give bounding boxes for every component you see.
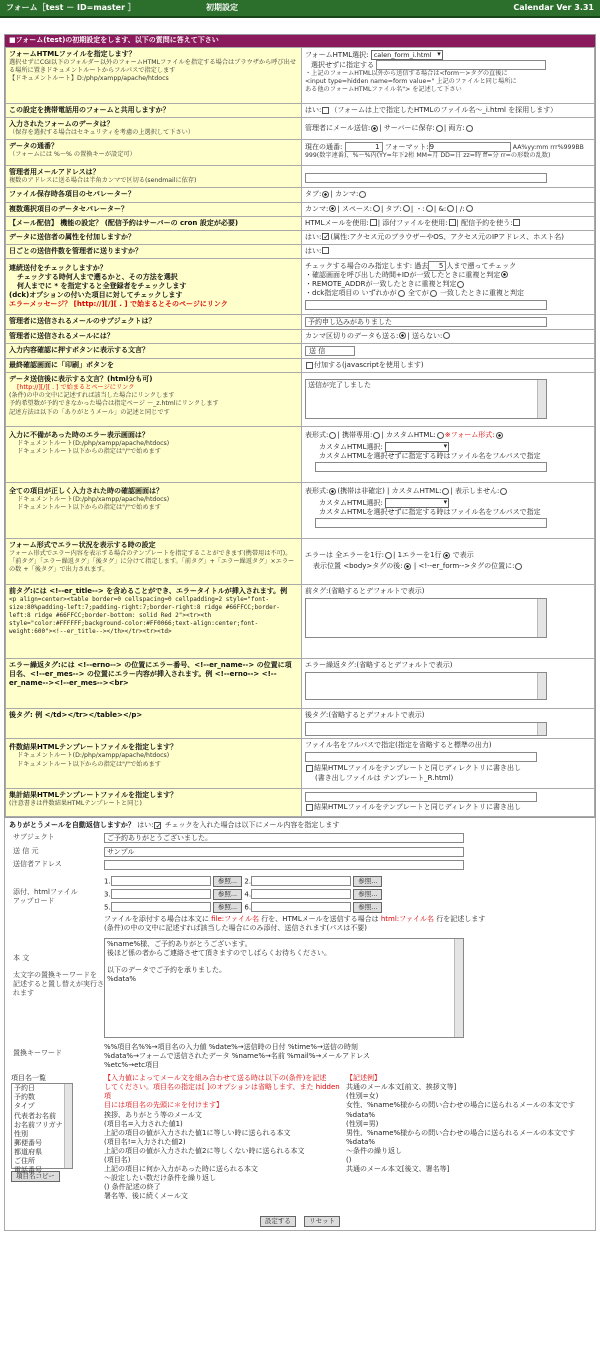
body-line-4: %data% — [107, 975, 137, 984]
q-after-send-s3: 予約希望数が予約できなかった場合は指定ページ ～_z.htmlにリンクします — [9, 400, 219, 408]
q-admin-mail: 管理者用メールアドレスは？ — [9, 168, 100, 177]
msep-slash-label: | /: — [455, 204, 465, 213]
row-post-tag — [6, 709, 595, 739]
q-print: 最終確認画面に「印刷」ボタンを — [9, 361, 114, 370]
attach-1-input[interactable] — [111, 876, 211, 886]
dup-addr-label: ・REMOTE_ADDRが一致したときに重複と判定 — [305, 280, 457, 289]
attach-4-browse-button[interactable]: 参照... — [353, 889, 382, 900]
q-confirm-label: 入力内容確認に押すボタンに表示する文言？ — [9, 346, 149, 355]
row-confirm-label — [6, 344, 595, 359]
attach-2-browse-button[interactable]: 参照... — [353, 876, 382, 887]
q-csv: 管理者に送信されるメールには？ — [9, 331, 114, 340]
err-form-radio[interactable] — [496, 432, 503, 439]
thanks-body-textarea[interactable] — [104, 938, 464, 1038]
row-sum-template — [6, 789, 595, 817]
post-tag-textarea[interactable] — [305, 722, 547, 736]
attach-5-num: 5. — [104, 903, 111, 912]
attr-note: (属性:アクセス元のブラウザーやOS、アクセス元のIPアドレス、ホスト名) — [330, 232, 564, 241]
item-list-option[interactable]: タイプ — [14, 1102, 35, 1111]
q-error-screen-s2: ドキュメントルート以下からの指定は"/"で始めます — [17, 448, 161, 456]
err-mobile-label: | 携帯専用: — [337, 431, 373, 440]
cond-line-4: (項目名!=入力された値2) — [104, 1137, 186, 1146]
q-data-dest: 入力されたフォームのデータは？ — [9, 120, 114, 129]
mobile-yes-label: はい: — [305, 106, 322, 114]
cond-line-5: 上記の項目の値が入力された値2に等しくない時に送られる本文 — [104, 1146, 305, 1155]
settings-table — [5, 47, 595, 817]
dest-both-radio[interactable] — [466, 125, 473, 132]
deliv-reserve-checkbox[interactable] — [513, 219, 520, 226]
keyword-line-3: %etc%→etc項目 — [104, 1061, 159, 1070]
q-after-send-s2: (条件)の中の文中に記述すれば該当した場合にリンクします — [9, 392, 175, 400]
q-sum-template: 集計結果HTMLテンプレートファイルを指定します？ — [9, 791, 178, 800]
q-duplicate: 連続送付をチェックしますか？ — [9, 263, 107, 272]
item-list-option[interactable]: お名前フリガナ — [14, 1120, 63, 1129]
deliv-reserve-label: | 配信予約を使う: — [456, 218, 513, 227]
dup-addr-radio[interactable] — [457, 281, 464, 288]
example-line-9: () — [346, 1156, 352, 1165]
attach-note-html: html:ファイル名 — [380, 914, 434, 923]
sep-comma-radio[interactable] — [359, 191, 366, 198]
row-print — [6, 359, 595, 373]
thanks-from-input[interactable]: サンプル — [104, 847, 464, 857]
subject-label: サブジェクト — [13, 833, 55, 842]
dup-back-suffix: 人まで遡ってチェック — [446, 261, 517, 270]
serial-current-label: 現在の通番: — [305, 143, 343, 152]
thanks-checkbox[interactable]: ✓ — [155, 821, 162, 830]
fe-show-label: で表示 — [452, 551, 474, 560]
dup-back-label: チェックする場合のみ指定します: 過去 — [305, 261, 429, 270]
body-line-3: 以下のデータでご予約を承りました。 — [107, 966, 226, 975]
msep-amp-label: | &: — [433, 204, 447, 213]
attach-3-browse-button[interactable]: 参照... — [213, 889, 242, 900]
row-count-template — [6, 739, 595, 789]
item-list[interactable] — [11, 1083, 73, 1175]
q-form-error-setting-desc: フォーム形式でエラー内容を表示する場合のテンプレートを指定することができます(携帯用は不可)。「前タグ」「エラー繰返タグ」「後タグ」に分けて指定します。「前タグ」+「エラー繰返タグ」×エラーの数 +「後タグ」で出力されます。 — [9, 550, 295, 574]
dest-save-radio[interactable] — [436, 125, 443, 132]
msep-dot-radio[interactable] — [426, 205, 433, 212]
form-html-label: フォームHTML選択: — [305, 51, 369, 59]
q-mail-delivery: 【メール配信】 機能の設定？ (配信予約はサーバーの cron 設定が必要) — [9, 218, 239, 227]
dup-time-radio[interactable] — [501, 271, 508, 278]
row-pre-tag — [6, 585, 595, 659]
dup-time-label: ・確認画面を呼び出した時間+IDが一致したときに重複と判定 — [305, 270, 501, 279]
q-admin-mail-desc: 複数のアドレスに送る場合は半角カンマで区切る(sendmailに依存) — [9, 177, 197, 185]
q-form-error-setting: フォーム形式でエラー状況を表示する時の設定 — [9, 541, 156, 550]
serial-format-label: フォーマット: — [384, 143, 429, 152]
print-checkbox[interactable] — [306, 362, 313, 369]
row-daily-count — [6, 244, 595, 258]
cond-intro-1: 【入力値によってメール文を組み合わせて送る時は以下の(条件)を記述 — [104, 1074, 327, 1083]
sum-template-input[interactable] — [305, 792, 537, 802]
conf-table-label: 表形式: — [305, 487, 329, 496]
item-list-option[interactable]: ご住所 — [14, 1157, 35, 1166]
row-error-screen — [6, 427, 595, 483]
attach-5-browse-button[interactable]: 参照... — [213, 902, 242, 913]
attach-1-browse-button[interactable]: 参照... — [213, 876, 242, 887]
q-mobile: この設定を携帯電話用のフォームと共用しますか？ — [9, 106, 170, 114]
sum-template-checkbox[interactable] — [306, 804, 313, 811]
err-form-label: ※フォーム形式: — [444, 431, 495, 440]
fe-one-radio[interactable] — [443, 552, 450, 559]
fe-body-label: 表示位置 <body>タグの後: — [313, 562, 403, 571]
fe-tag-label: | <!--er_form-->タグの位置に: — [413, 562, 515, 571]
attach-3-input[interactable] — [111, 889, 211, 899]
deliv-html-label: HTMLメールを使用: — [305, 218, 369, 227]
dup-any-radio[interactable] — [398, 290, 405, 297]
attach-3-num: 3. — [104, 890, 111, 899]
item-list-option[interactable]: 予約日 — [14, 1084, 35, 1093]
dup-any-label: ・dck指定項目の いずれかが — [305, 289, 397, 298]
q-count-template-s1: ドキュメントルート(D:/php/xampp/apache/htdocs) — [17, 752, 170, 760]
daily-checkbox[interactable] — [322, 247, 329, 254]
thanks-mail-section — [4, 818, 596, 1230]
row-repeat-tag — [6, 659, 595, 709]
pre-tag-label: 前タグ:(省略するとデフォルトで表示) — [305, 587, 425, 596]
form-html-note2: <input type=hidden name=form value=" 上記のファイルと同じ場所に — [305, 78, 517, 86]
form-html-select[interactable]: calen_form_i.html ▾ — [371, 50, 443, 60]
q-after-send-s4: 記述方法は以下の「ありがとうメール」の記述と同じです — [9, 408, 170, 416]
cond-line-9: () 条件記述の終了 — [104, 1183, 161, 1192]
q-count-template-s2: ドキュメントルート以下からの指定は"/"で始めます — [17, 760, 161, 768]
attach-note-3: 行を記述します — [436, 914, 486, 923]
csv-send-radio[interactable] — [399, 332, 406, 339]
q-form-html-root: 【ドキュメントルート】D:/php/xampp/apache/htdocs — [9, 75, 169, 83]
item-list-scrollbar[interactable] — [64, 1084, 72, 1168]
msep-amp-radio[interactable] — [447, 205, 454, 212]
form-html-note3: ある他のフォームHTMLファイル名"> を記述して下さい — [305, 86, 462, 94]
count-template-label: ファイル名をフルパスで指定(指定を省略すると標準の出力) — [305, 741, 492, 750]
cond-line-6: (項目名) — [104, 1156, 131, 1165]
q-file-sep: ファイル保存時各項目のセパレーター？ — [9, 190, 135, 199]
example-line-10: 共通のメール本文[後文、署名等] — [346, 1165, 450, 1174]
fe-all-label: エラーは 全エラーを1行: — [305, 551, 385, 560]
pre-tag-example: <p align=center><table border=0 cellspacing=0 cellpadding=2 style="font-size:80%padding-left:7;padding-right:7;border-right:8 ridge #66FFCC;border-left:8 ridge #66FFCC;border-bottom: solid Red 2"><tr><th style="color:#FFFFFF;background-color:#FF0066;text-align:center;font-weight:600"><!--er_title--></th></tr><tr><td> — [9, 596, 280, 635]
example-line-5: (性別=男) — [346, 1119, 379, 1128]
q-confirm-screen-s1: ドキュメントルート(D:/php/xampp/apache/htdocs) — [17, 496, 170, 504]
thanks-sender-address-input[interactable] — [104, 860, 464, 870]
pre-tag-textarea[interactable] — [305, 598, 547, 638]
msep-space-label: | スペース: — [337, 204, 372, 213]
row-mobile — [6, 104, 595, 118]
msep-space-radio[interactable] — [373, 205, 380, 212]
deliv-attach-checkbox[interactable] — [449, 219, 456, 226]
keyword-line-2: %data%→フォームで送信されたデータ %name%→名前 %mail%→メールアドレス — [104, 1052, 370, 1060]
cond-line-3: 上記の項目の値が入力された値1に等しい時に送られる本文 — [104, 1128, 291, 1137]
row-form-error-setting — [6, 539, 595, 585]
app-header — [0, 0, 600, 18]
fe-all-radio[interactable] — [385, 552, 392, 559]
dest-mail-radio[interactable] — [371, 125, 378, 132]
section-title: ■フォーム(test)の初期設定をします、以下の質問に答えて下さい — [5, 35, 595, 47]
dup-all-label: 全てが — [407, 289, 429, 298]
cond-line-1: 挨拶、ありがとう等のメール文 — [104, 1110, 202, 1119]
attach-6-browse-button[interactable]: 参照... — [353, 902, 382, 913]
msep-tab-radio[interactable] — [403, 205, 410, 212]
example-line-7: %data% — [346, 1137, 376, 1146]
serial-format-note: 999(数字連番)、%～%内(YY=年下2桁 MM=月 DD=日 zz=時 ff=分 rr=の形数の乱数) — [305, 152, 551, 160]
attr-checkbox[interactable]: ✓ — [323, 233, 330, 242]
item-list-entries — [12, 1084, 72, 1175]
dup-back-input[interactable]: 5 — [428, 261, 446, 271]
q-thanks: ありがとうメールを自動返信しますか？ — [9, 821, 135, 830]
admin-mail-input[interactable] — [305, 173, 547, 183]
attach-note-file: file:ファイル名 — [211, 914, 259, 923]
q-after-send-s1: [http://][/][ . ] で始まるとページにリンク — [17, 384, 135, 392]
q-error-screen: 入力に不備があった時のエラー表示画面は？ — [9, 431, 149, 440]
form-html-direct-label: 選択せずに指定する — [311, 61, 374, 70]
serial-format-example: AA%yy:mm rrr%999BB — [512, 144, 584, 152]
msep-comma-label: カンマ: — [305, 204, 329, 213]
keyword-label: 置換キーワード — [13, 1048, 62, 1057]
q-subject: 管理者に送信されるメールのサブジェクトは？ — [9, 316, 156, 325]
post-tag-label: 後タグ:(省略するとデフォルトで表示) — [305, 711, 425, 720]
err-custom-select-label: カスタムHTML選択: — [319, 443, 383, 452]
q-error-screen-s1: ドキュメントルート(D:/php/xampp/apache/htdocs) — [17, 440, 170, 448]
version-label: Calendar Ver 3.31 — [513, 2, 594, 12]
settings-section — [4, 34, 596, 818]
deliv-attach-label: | 添付ファイルを使用: — [377, 218, 448, 227]
row-file-sep — [6, 188, 595, 202]
csv-send-label: カンマ区切りのデータも送る: — [305, 331, 399, 340]
row-multi-sep — [6, 202, 595, 216]
q-form-html-desc: 選択せずにCGI以下のフォルダー以外のフォームHTMLファイルを指定する場合はブラウザから呼び出せる場所に置きドキュメントルートからフルパスで指定します — [9, 59, 297, 75]
q-daily-count: 日ごとの送信件数を管理者に送りますか？ — [9, 246, 142, 255]
dest-mail-label: 管理者にメール送信: — [305, 124, 371, 133]
item-list-option[interactable]: 代表者お名前 — [14, 1111, 56, 1120]
body-label-3: 記述すると置し替えが実行されます — [13, 980, 104, 998]
row-admin-mail — [6, 166, 595, 188]
sender-address-label: 送信者アドレス — [13, 859, 62, 868]
msep-comma-radio[interactable] — [329, 205, 336, 212]
conf-custom-label: (携帯は非確定) | カスタムHTML: — [337, 487, 442, 496]
conf-table-radio[interactable] — [329, 488, 336, 495]
attach-label: 添付、htmlファイル — [13, 887, 78, 896]
q-form-html: フォームHTMLファイルを指定します？ — [9, 50, 136, 58]
example-line-8: ～条件の繰り返し — [346, 1146, 402, 1155]
dest-both-label: | 両方: — [443, 124, 465, 133]
sep-tab-label: タブ: — [305, 190, 322, 199]
q-confirm-screen-s2: ドキュメントルート以下からの指定は"/"で始めます — [17, 504, 161, 512]
confirm-label-input[interactable]: 送 信 — [305, 346, 355, 356]
dest-save-label: | サーバーに保存: — [379, 124, 435, 133]
example-line-3: 女性、%name%様からの問い合わせの場合に送られるメールの本文です — [346, 1101, 576, 1110]
repeat-tag-label: エラー繰返タグ:(省略するとデフォルトで表示) — [305, 661, 453, 670]
cond-line-8: ～設定したい数だけ条件を繰り返し — [104, 1174, 216, 1183]
example-line-2: (性別=女) — [346, 1092, 379, 1101]
body-line-2: 後ほど係の者からご連絡させて頂きますのでしばらくお待ちください。 — [107, 949, 331, 957]
q-post-tag: 後タグ: 例 </td></tr></table></p> — [9, 711, 143, 720]
conf-none-radio[interactable] — [500, 488, 507, 495]
body-line-1: %name%様、ご予約ありがとうございます。 — [107, 939, 252, 948]
q-serial-desc: （フォームには %～% の置換キーが設定可） — [9, 151, 136, 159]
attach-note-1: ファイルを添付する場合は本文に — [104, 914, 209, 923]
cond-line-2: (項目名=入力された値1) — [104, 1119, 183, 1128]
conf-custom-select-label: カスタムHTML選択: — [319, 499, 383, 508]
msep-tab-label: | タブ: — [380, 204, 402, 213]
cond-intro-3: 目には項目名の先頭に＊を付けます】 — [104, 1101, 223, 1110]
fe-body-radio[interactable] — [404, 563, 411, 570]
form-html-direct-input[interactable] — [376, 60, 546, 70]
item-list-option[interactable]: 予約数 — [14, 1093, 35, 1102]
item-list-option[interactable]: 郵便番号 — [14, 1138, 42, 1147]
csv-nosend-label: | 送らない: — [407, 331, 443, 340]
attach-2-num: 2. — [244, 877, 252, 886]
item-list-option[interactable]: 性別 — [14, 1129, 28, 1138]
deliv-html-checkbox[interactable] — [370, 219, 377, 226]
q-data-dest-desc: （保存を選択する場合はセキュリティを考慮の上選択して下さい） — [9, 129, 195, 137]
cond-line-7: 上記の項目に何か入力があった時に送られる本文 — [104, 1165, 258, 1174]
err-table-label: 表形式: — [305, 431, 329, 440]
repeat-tag-textarea[interactable] — [305, 672, 547, 700]
err-custom-path-input[interactable] — [315, 462, 547, 472]
cond-line-10: 署名等、後に続くメール文 — [104, 1192, 188, 1201]
err-custom-label: | カスタムHTML: — [381, 431, 436, 440]
item-copy-button[interactable]: 項目名コピー — [11, 1171, 60, 1182]
conf-custom-select[interactable] — [385, 498, 449, 508]
admin-subject-input[interactable]: 予約申し込みがありました — [305, 317, 547, 327]
attach-5-input[interactable] — [111, 902, 211, 912]
cond-intro-2: してください。項目名の指定は[ ]のオプションは省略します、また hidden 項 — [104, 1083, 340, 1101]
row-subject — [6, 314, 595, 329]
count-template-checkbox[interactable] — [306, 765, 313, 772]
row-duplicate — [6, 258, 595, 314]
body-label-2: 太文字の置換キーワードを — [13, 971, 97, 979]
mobile-note: （フォームは上で指定したHTMLのファイル名～_i.html を採用します） — [330, 106, 558, 114]
count-template-note: (書き出しファイルは テンプレート_R.html) — [315, 773, 454, 782]
item-list-option[interactable]: 電話番号 — [14, 1166, 42, 1175]
mobile-checkbox[interactable] — [322, 107, 329, 114]
example-line-6: 男性、%name%様からの問い合わせの場合に送られるメールの本文です — [346, 1128, 576, 1137]
page-title: 初期設定 — [206, 2, 238, 12]
attach-4-num: 4. — [244, 890, 252, 899]
thanks-yes-label: はい: — [137, 821, 154, 830]
dup-all-radio[interactable] — [430, 290, 437, 297]
example-title: 【記述例】 — [346, 1074, 381, 1083]
item-list-option[interactable]: 都道府県 — [14, 1147, 42, 1156]
example-line-4: %data% — [346, 1110, 376, 1119]
fe-tag-radio[interactable] — [515, 563, 522, 570]
q-duplicate-s4: エラーメッセージ？ [http://][/][ . ] で始まるとそのページにリンク — [9, 300, 228, 309]
reset-button[interactable]: リセット — [304, 1216, 340, 1227]
body-label: 本 文 — [13, 953, 30, 962]
dup-error-input[interactable] — [305, 300, 547, 310]
upload-label: アップロード — [13, 896, 55, 905]
submit-button[interactable]: 設定する — [260, 1216, 296, 1227]
q-attributes: データに送信者の属性を付加しますか？ — [9, 232, 135, 241]
msep-slash-radio[interactable] — [466, 205, 473, 212]
row-serial — [6, 140, 595, 166]
attach-2-input[interactable] — [251, 876, 351, 886]
thanks-subject-input[interactable]: ご予約ありがとうございました。 — [104, 833, 464, 843]
q-confirm-screen: 全ての項目が正しく入力された時の確認画面は？ — [9, 487, 163, 496]
q-multi-sep: 複数選択項目のデータセパレーター？ — [9, 204, 128, 213]
keyword-line-1: %%項目名%%→項目名の入力値 %date%→送信時の日付 %time%→送信の時刻 — [104, 1042, 358, 1051]
print-label: 付加する(javascriptを使用します) — [314, 361, 424, 370]
count-template-input[interactable] — [305, 752, 537, 762]
row-after-send — [6, 373, 595, 427]
attach-note-2: 行を、HTMLメールを送信する場合は — [261, 914, 379, 923]
sep-comma-label: | カンマ: — [330, 190, 359, 199]
daily-yes-label: はい: — [305, 246, 322, 255]
q-after-send: データ送信後に表示する文言？(html分も可) — [9, 375, 153, 384]
sep-tab-radio[interactable] — [322, 191, 329, 198]
example-line-1: 共通のメール本文[前文、挨拶文等] — [346, 1083, 457, 1092]
thanks-note: チェックを入れた場合は以下にメール内容を指定します — [164, 821, 340, 830]
q-count-template: 件数結果HTMLテンプレートファイルを指定します？ — [9, 743, 178, 752]
q-sum-template-desc: (注意書きは件数結果HTMLテンプレートと同じ) — [9, 800, 142, 808]
row-form-html — [6, 48, 595, 104]
attach-6-input[interactable] — [251, 902, 351, 912]
fe-one-label: | 1エラーを1行 — [393, 551, 442, 560]
attach-1-num: 1. — [104, 877, 111, 886]
form-html-note1: ・上記のフォームHTML以外から送信する場合は<form～>タグの直後に — [305, 70, 508, 78]
count-template-checkbox-label: 結果HTMLファイルをテンプレートと同じディレクトリに書き出し — [314, 764, 522, 773]
attach-note-cond: (条件)の中の文中に記述すれば該当した場合にのみ添付、送信されます(パスは不要) — [104, 923, 367, 932]
after-send-textarea[interactable]: 送信が完了しました — [305, 379, 547, 419]
err-custom-radio[interactable] — [437, 432, 444, 439]
serial-format-input[interactable]: 9 — [429, 142, 511, 152]
sum-template-checkbox-label: 結果HTMLファイルをテンプレートと同じディレクトリに書き出し — [314, 803, 522, 812]
conf-none-label: | 表示しません: — [450, 487, 500, 496]
row-csv — [6, 329, 595, 343]
row-attributes — [6, 230, 595, 244]
q-serial: データの通番？ — [9, 142, 58, 151]
attach-6-num: 6. — [244, 903, 252, 912]
err-custom-select[interactable] — [385, 442, 449, 452]
form-title: フォーム［test － ID=master ］ — [6, 2, 136, 12]
err-mobile-radio[interactable] — [373, 432, 380, 439]
conf-custom-path-input[interactable] — [315, 518, 547, 528]
msep-dot-label: | ・: — [410, 204, 425, 213]
dup-match-label: 一致したときに重複と判定 — [440, 289, 525, 298]
row-mail-delivery — [6, 216, 595, 230]
conf-custom-note: カスタムHTMLを選択せずに指定する時はファイル名をフルパスで指定 — [319, 508, 541, 517]
q-duplicate-s2: 何人までに * を指定すると全登録者をチェックします — [17, 282, 187, 291]
attr-yes-label: はい: — [305, 232, 322, 241]
attach-4-input[interactable] — [251, 889, 351, 899]
q-duplicate-s3: (dck)オプションの付いた項目に対してチェックします — [9, 291, 183, 300]
from-label: 送 信 元 — [13, 846, 39, 855]
row-data-dest — [6, 118, 595, 140]
q-repeat-tag: エラー繰返タグ:には <!--erno--> の位置にエラー番号、<!--er_name--> の位置に項目名、<!--er_mes--> の位置にエラー内容が挿入されます。例 <!--erno--> <!--er_name--><!--er_mes--><br> — [9, 661, 292, 688]
conf-custom-radio[interactable] — [442, 488, 449, 495]
err-table-radio[interactable] — [329, 432, 336, 439]
q-pre-tag: 前タグ:には <!--er_title--> を含めることができ、エラータイトルが挿入されます。例 — [9, 587, 288, 596]
q-duplicate-s1: チェックする時何人まで遡るかと、その方法を選択 — [17, 272, 178, 281]
row-confirm-screen — [6, 483, 595, 539]
serial-current-input[interactable]: 1 — [345, 142, 383, 152]
csv-nosend-radio[interactable] — [443, 332, 450, 339]
item-list-label: 項目名一覧 — [11, 1074, 46, 1083]
err-custom-note: カスタムHTMLを選択せずに指定する時はファイル名をフルパスで指定 — [319, 452, 541, 461]
